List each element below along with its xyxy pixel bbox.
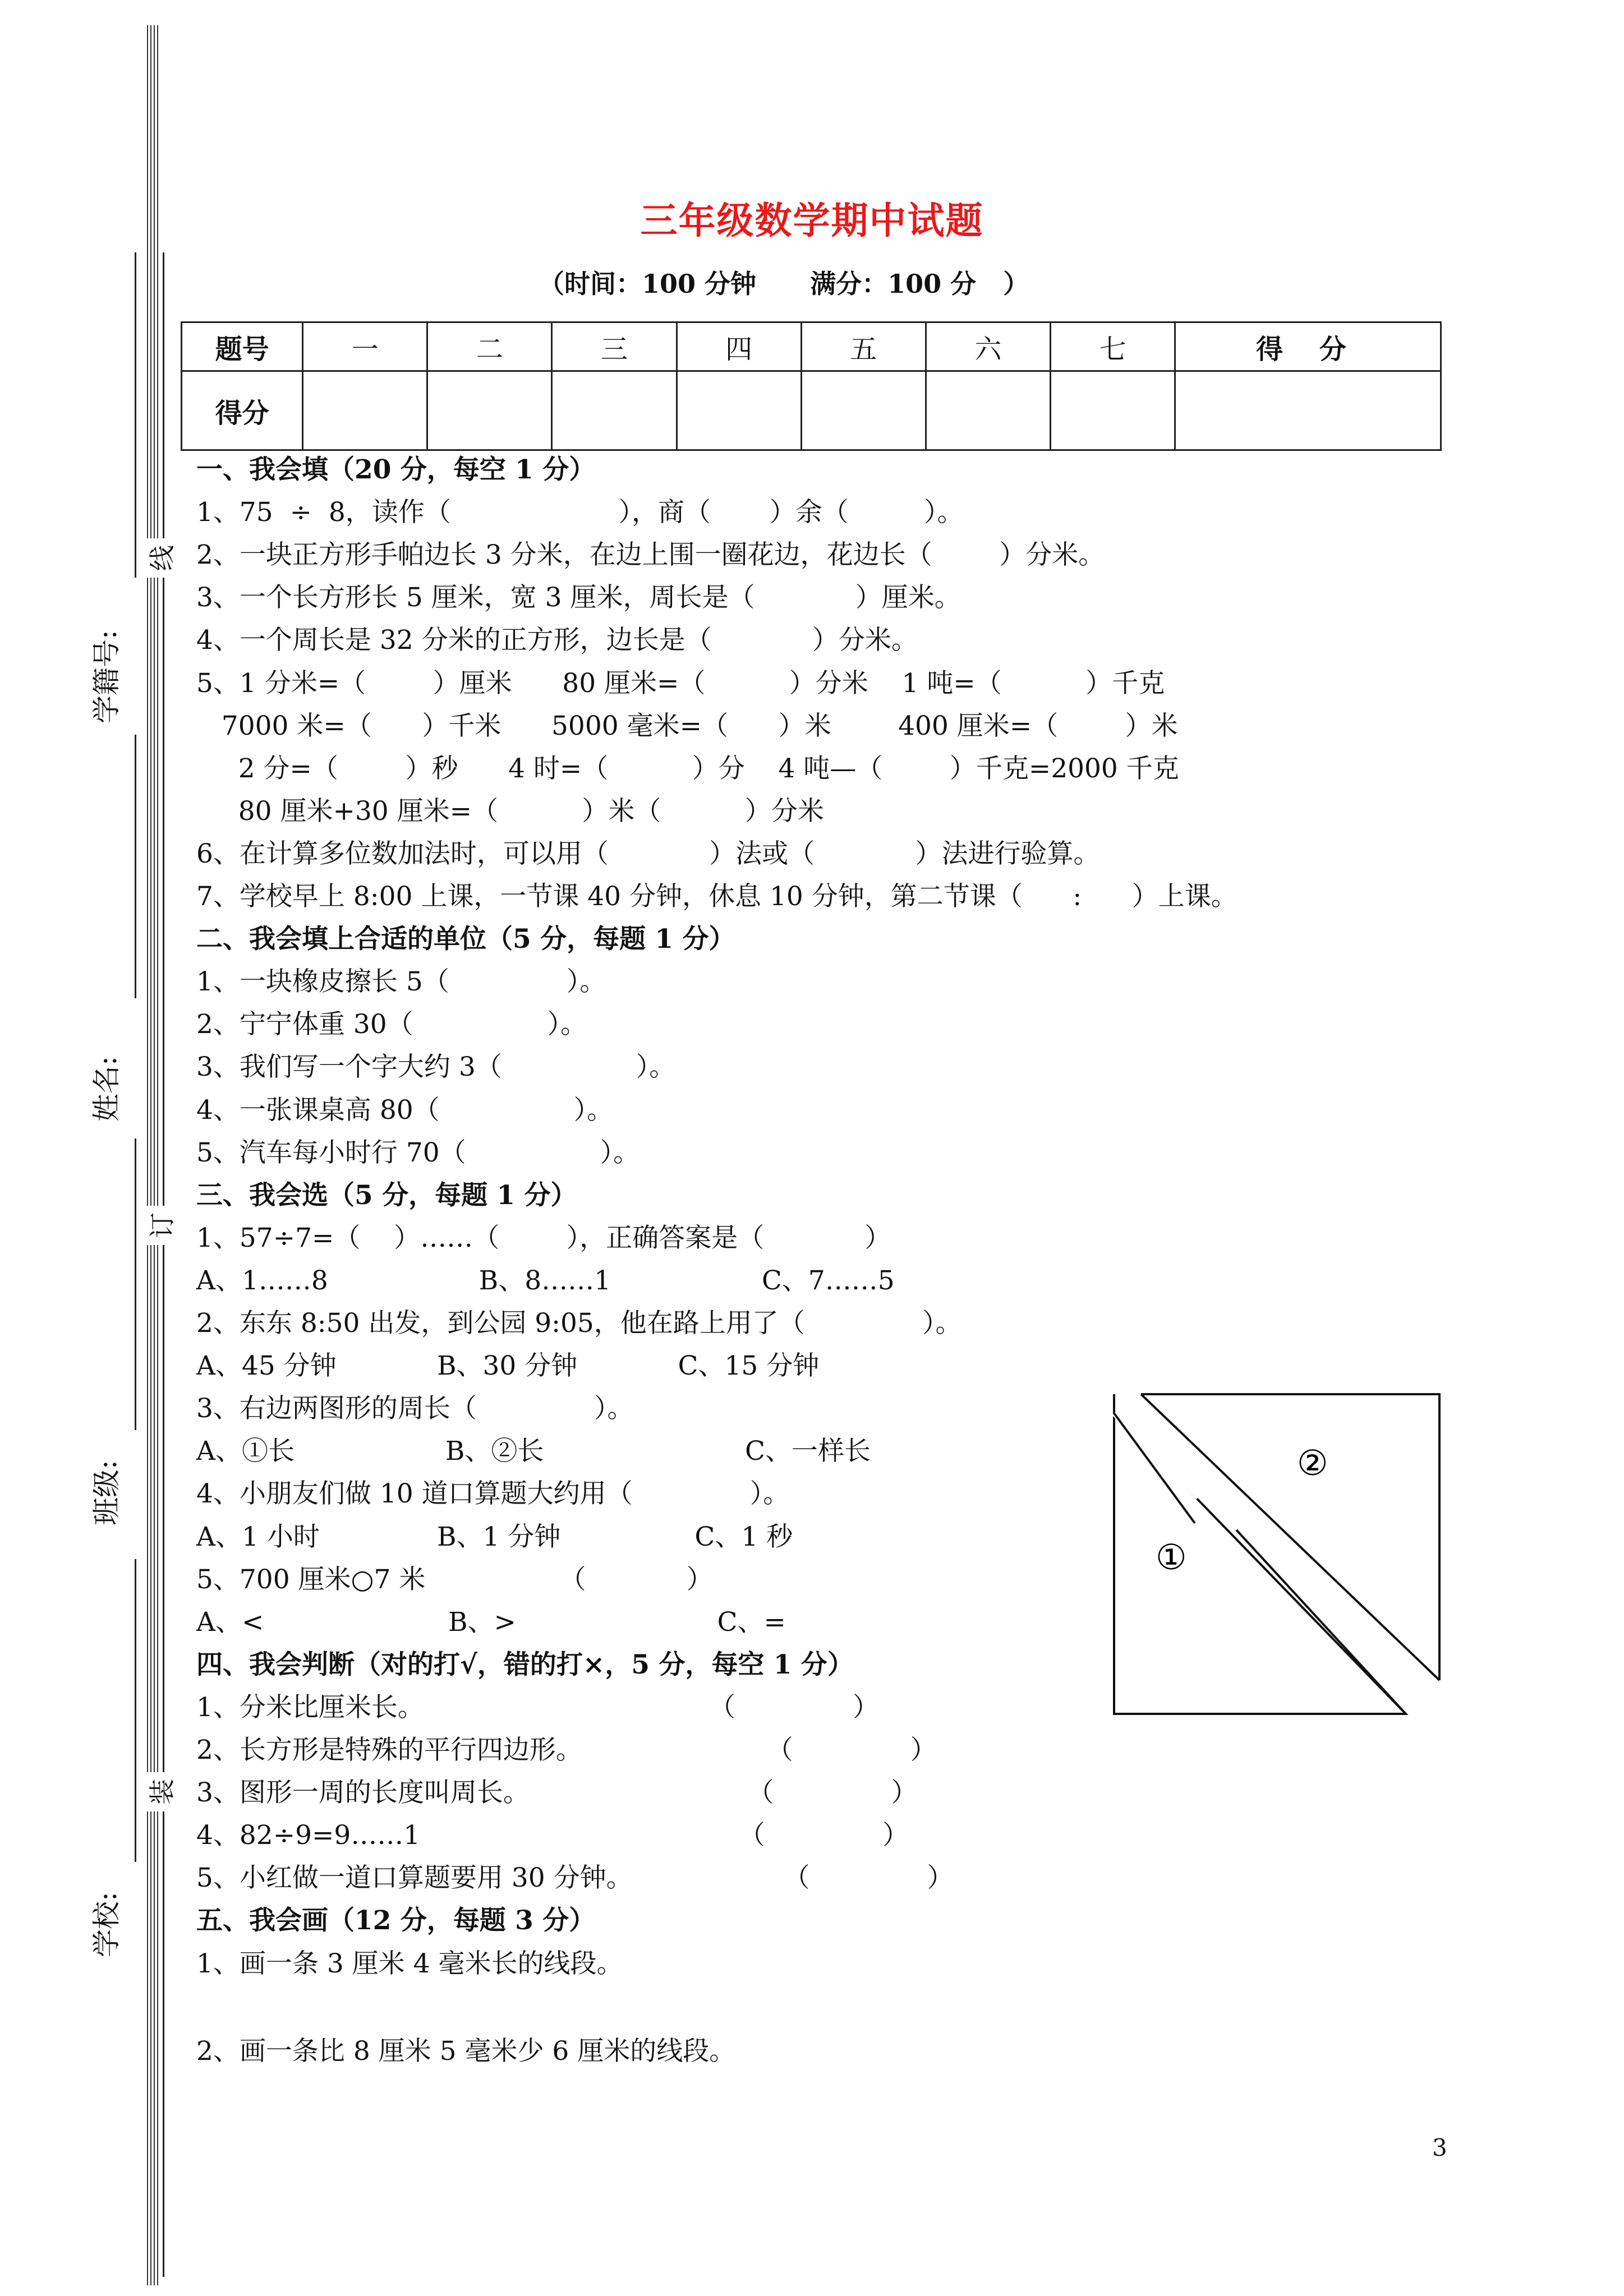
score-cell[interactable] bbox=[303, 371, 427, 450]
score-cell[interactable] bbox=[427, 371, 552, 450]
question-line: 1、画一条 3 厘米 4 毫米长的线段。 bbox=[196, 1948, 623, 1979]
field-school-line bbox=[135, 1559, 136, 1862]
row-label: 得分 bbox=[182, 371, 303, 450]
question-line: 5、1 分米=（ ）厘米 80 厘米=（ ）分米 1 吨=（ ）千克 bbox=[196, 667, 1165, 699]
field-class-line bbox=[135, 1138, 136, 1430]
question-line: 2 分=（ ）秒 4 时=（ ）分 4 吨—（ ）千克=2000 千克 bbox=[196, 753, 1179, 784]
question-line: 7000 米=（ ）千米 5000 毫米=（ ）米 400 厘米=（ ）米 bbox=[196, 710, 1178, 741]
exam-info: （时间：100 分钟 满分：100 分 ） bbox=[539, 269, 1029, 299]
section-heading: 二、我会填上合适的单位（5 分，每题 1 分） bbox=[196, 924, 735, 955]
question-line: 3、一个长方形长 5 厘米，宽 3 厘米，周长是（ ）厘米。 bbox=[196, 582, 961, 614]
field-student-id-line bbox=[135, 252, 136, 578]
question-line: 5、汽车每小时行 70（ ）。 bbox=[196, 1137, 640, 1168]
question-line: 6、在计算多位数加法时，可以用（ ）法或（ ）法进行验算。 bbox=[196, 838, 1100, 869]
section-heading: 一、我会填（20 分，每空 1 分） bbox=[196, 454, 596, 485]
question-line: 3、图形一周的长度叫周长。 （ ） bbox=[196, 1777, 918, 1809]
question-line: 4、一个周长是 32 分米的正方形，边长是（ ）分米。 bbox=[196, 625, 918, 656]
shape-2-label: ② bbox=[1297, 1442, 1328, 1483]
question-line: 80 厘米+30 厘米=（ ）米（ ）分米 bbox=[196, 795, 824, 827]
header-cell: 二 bbox=[427, 322, 552, 371]
question-line: 4、82÷9=9……1 （ ） bbox=[196, 1820, 909, 1851]
question-line: 2、一块正方形手帕边长 3 分米，在边上围一圈花边，花边长（ ）分米。 bbox=[196, 540, 1105, 571]
page-number: 3 bbox=[1432, 2134, 1447, 2161]
header-cell: 得 分 bbox=[1175, 322, 1441, 371]
score-cell[interactable] bbox=[677, 371, 801, 450]
question-line: 2、长方形是特殊的平行四边形。 （ ） bbox=[196, 1735, 937, 1765]
score-cell[interactable] bbox=[552, 371, 677, 450]
score-cell[interactable] bbox=[1175, 371, 1441, 450]
field-name-line bbox=[135, 735, 136, 998]
question-line: 5、700 厘米○7 米 （ ） bbox=[196, 1564, 713, 1595]
binding-char-ding: 订 bbox=[137, 1206, 187, 1245]
question-line: 2、东东 8:50 出发，到公园 9:05，他在路上用了（ ）。 bbox=[196, 1308, 962, 1339]
score-table bbox=[181, 321, 1442, 451]
score-cell[interactable] bbox=[801, 371, 926, 450]
section-heading: 三、我会选（5 分，每题 1 分） bbox=[196, 1179, 577, 1211]
question-line: A、①长 B、②长 C、一样长 bbox=[196, 1436, 871, 1467]
question-line: 4、小朋友们做 10 道口算题大约用（ ）。 bbox=[196, 1478, 790, 1510]
question-line: A、1 小时 B、1 分钟 C、1 秒 bbox=[196, 1521, 793, 1552]
question-line: 5、小红做一道口算题要用 30 分钟。 （ ） bbox=[196, 1862, 954, 1894]
question-line: 7、学校早上 8:00 上课，一节课 40 分钟，休息 10 分钟，第二节课（ : ）上课。 bbox=[196, 881, 1237, 912]
score-table-header bbox=[182, 322, 1441, 371]
score-table-row bbox=[182, 371, 1441, 450]
shape-1-hyp-c bbox=[1236, 1530, 1406, 1714]
binding-char-xian: 线 bbox=[137, 538, 187, 578]
shape-1-hyp-b bbox=[1114, 1413, 1195, 1523]
header-cell: 四 bbox=[677, 322, 801, 371]
header-cell: 六 bbox=[926, 322, 1050, 371]
question-line: A、1……8 B、8……1 C、7……5 bbox=[196, 1265, 895, 1296]
header-cell: 五 bbox=[801, 322, 926, 371]
question-line: A、45 分钟 B、30 分钟 C、15 分钟 bbox=[196, 1350, 820, 1382]
binding-margin-lines bbox=[147, 25, 158, 2285]
question-line: 1、57÷7=（ ）……（ ），正确答案是（ ） bbox=[196, 1222, 891, 1253]
section-heading: 五、我会画（12 分，每题 3 分） bbox=[196, 1905, 596, 1937]
header-cell: 三 bbox=[552, 322, 677, 371]
question-line: 3、右边两图形的周长（ ）。 bbox=[196, 1393, 634, 1424]
header-cell: 一 bbox=[303, 322, 427, 371]
question-line: A、< B、> C、= bbox=[196, 1606, 786, 1638]
question-line: 4、一张课桌高 80（ ）。 bbox=[196, 1094, 614, 1126]
perimeter-figure bbox=[1111, 1391, 1442, 1716]
header-cell: 七 bbox=[1050, 322, 1175, 371]
shape-1-hyp-a bbox=[1114, 1413, 1198, 1497]
question-line: 2、宁宁体重 30（ ）。 bbox=[196, 1009, 587, 1040]
section-heading: 四、我会判断（对的打√，错的打×，5 分，每空 1 分） bbox=[196, 1649, 854, 1680]
question-line: 1、一块橡皮擦长 5（ ）。 bbox=[196, 966, 606, 998]
score-cell[interactable] bbox=[1050, 371, 1175, 450]
question-line: 1、75 ÷ 8，读作（ ），商（ ）余（ ）。 bbox=[196, 497, 964, 528]
page-title: 三年级数学期中试题 bbox=[640, 199, 984, 242]
question-line: 3、我们写一个字大约 3（ ）。 bbox=[196, 1052, 676, 1083]
question-line: 1、分米比厘米长。 （ ） bbox=[196, 1691, 880, 1723]
header-cell: 题号 bbox=[182, 322, 303, 371]
score-cell[interactable] bbox=[926, 371, 1050, 450]
shape-1-label: ① bbox=[1156, 1537, 1187, 1578]
binding-char-zhuang: 装 bbox=[137, 1772, 187, 1811]
question-line: 2、画一条比 8 厘米 5 毫米少 6 厘米的线段。 bbox=[196, 2035, 736, 2067]
